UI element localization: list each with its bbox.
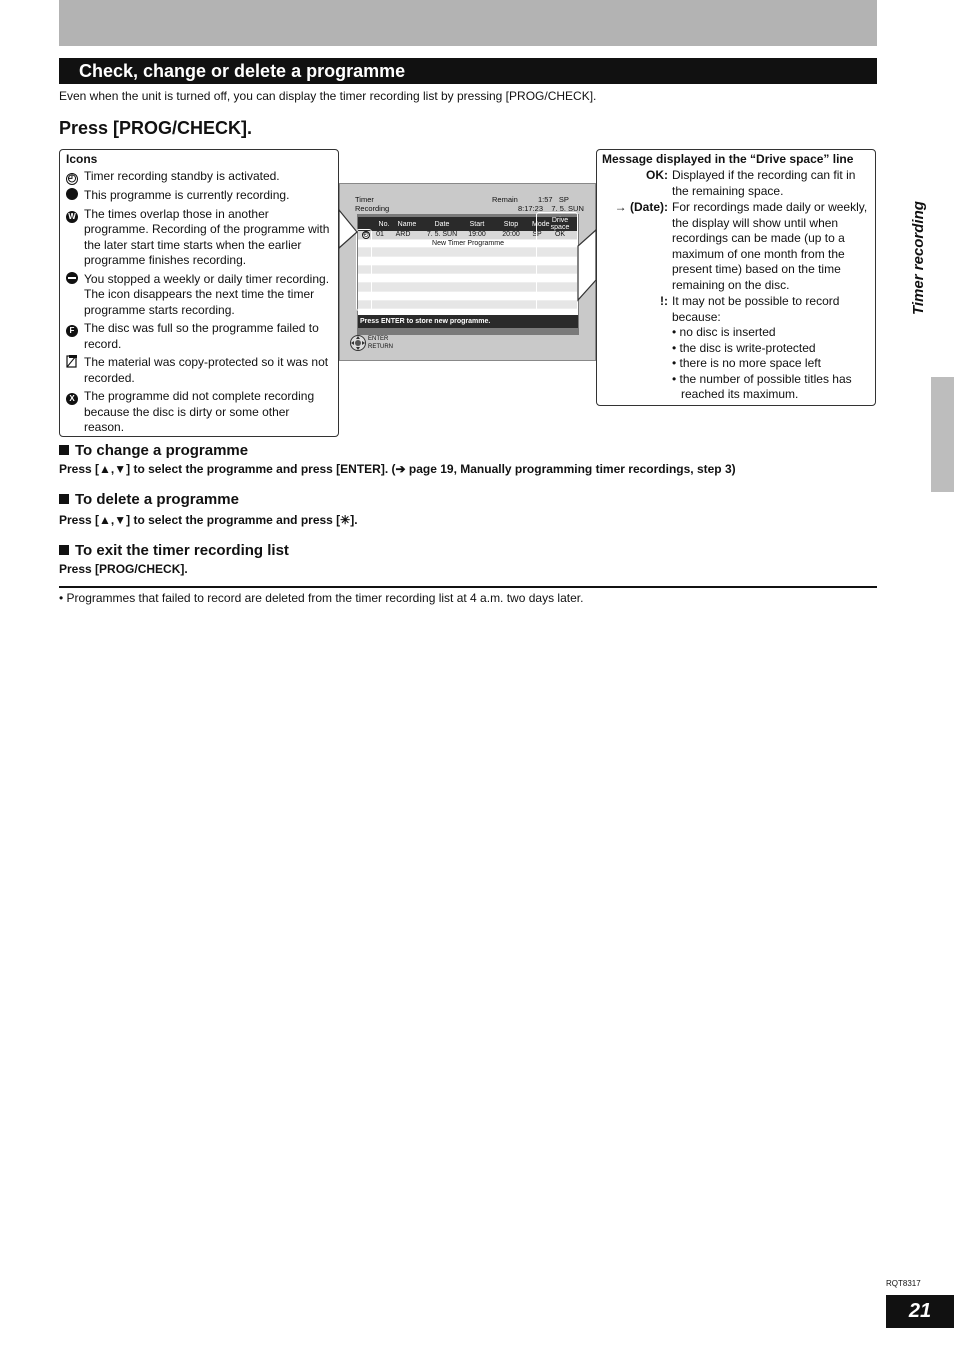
intro-text: Even when the unit is turned off, you can display the timer recording list by pressing [PROG/CHECK]. — [59, 89, 597, 103]
drive-space-message-box — [596, 149, 876, 406]
reason-item: • there is no more space left — [672, 356, 821, 370]
timer-list-header: No. Name Date Start Stop Mode Drive space — [358, 217, 578, 231]
drive-space-header: Message displayed in the “Drive space” line — [602, 152, 854, 166]
left-callout-pointer — [339, 210, 357, 250]
new-programme-row[interactable]: New Timer Programme — [358, 240, 578, 249]
change-programme-text: Press [▲,▼] to select the programme and press [ENTER]. (➔ page 19, Manually programming timer recordings, step 3) — [59, 462, 736, 476]
timer-recording-screen — [339, 183, 596, 361]
section-title: Check, change or delete a programme — [59, 58, 877, 84]
timer-list-row[interactable]: ◴ 01 ARD 7. 5. SUN 19:00 20:00 SP OK — [358, 231, 578, 240]
icon-legend-item: You stopped a weekly or daily timer recording. The icon disappears the next time the timer programme starts recording. — [66, 272, 332, 319]
side-tab-marker — [931, 377, 954, 492]
icon-legend-item: The material was copy-protected so it was not recorded. — [66, 355, 332, 386]
document-code: RQT8317 — [886, 1279, 921, 1288]
screen-title: Timer — [355, 195, 374, 204]
delete-programme-text: Press [▲,▼] to select the programme and press [✳]. — [59, 513, 358, 527]
clock-icon: ◴ — [363, 232, 369, 239]
screen-clock: 8:17:23 — [518, 204, 544, 213]
press-heading: Press [PROG/CHECK]. — [59, 118, 253, 138]
screen-date: 7. 5. SUN — [551, 204, 584, 213]
reason-item: • the number of possible titles has reached its maximum. — [672, 371, 852, 401]
failed-x-icon: X — [66, 389, 84, 436]
icon-column-highlight — [356, 229, 372, 311]
page-number: 21 — [886, 1295, 954, 1328]
nav-enter-label: ENTER — [368, 336, 389, 342]
change-programme-heading: To change a programme — [59, 442, 248, 459]
side-section-label: Timer recording — [910, 201, 927, 315]
remain-label: Remain — [492, 195, 518, 204]
footnote: • Programmes that failed to record are deleted from the timer recording list at 4 a.m. two days later. — [59, 591, 584, 605]
recording-dot-icon — [66, 188, 84, 204]
drive-space-row: → (Date): For recordings made daily or weekly, the display will show until when recordings can be made (up to a maximum of one month from the present time) based on the time remaining on the disc. — [614, 200, 868, 292]
remote-cursor-icon — [350, 335, 366, 351]
icon-legend-item: This programme is currently recording. — [66, 188, 332, 204]
icon-legend-item: W The times overlap those in another programme. Recording of the programme with the later start time starts when the earlier programme finishes recording. — [66, 207, 332, 269]
icon-legend-item: ◴ Timer recording standby is activated. — [67, 169, 280, 184]
icons-legend-header: Icons — [66, 152, 98, 166]
reason-item: • the disc is write-protected — [672, 340, 816, 355]
drive-space-row: OK: Displayed if the recording can fit in the remaining space. — [646, 168, 856, 198]
remain-value: 1:57 — [538, 195, 553, 204]
remain-mode: SP — [558, 195, 569, 204]
stopped-minus-icon — [66, 272, 84, 319]
icon-legend-item: F The disc was full so the programme failed to record. — [66, 321, 332, 352]
disc-full-f-icon: F — [66, 321, 84, 352]
nav-return-label: RETURN — [368, 344, 393, 350]
right-callout-pointer — [578, 230, 596, 310]
clock-icon: ◴ — [67, 173, 77, 184]
divider — [59, 586, 877, 588]
screen-title-2: Recording — [355, 204, 390, 213]
icons-legend-box — [59, 149, 339, 437]
reason-item: • no disc is inserted — [672, 325, 776, 339]
drive-space-row: !: It may not be possible to record because: • no disc is inserted • the disc is write-protected • there is no more space left • the number of possible titles has reached its maximum. — [602, 294, 870, 403]
drive-space-column-highlight — [536, 212, 578, 311]
header-gray-bar — [59, 0, 877, 46]
icon-legend-item: X The programme did not complete recording because the disc is dirty or some other reason. — [66, 389, 332, 436]
exit-list-text: Press [PROG/CHECK]. — [59, 562, 188, 576]
delete-programme-heading: To delete a programme — [59, 491, 239, 508]
copy-protected-icon — [66, 355, 84, 386]
enter-instruction-bar: Press ENTER to store new programme. — [358, 315, 578, 328]
exit-list-heading: To exit the timer recording list — [59, 542, 289, 559]
overlap-w-icon: W — [66, 207, 84, 269]
